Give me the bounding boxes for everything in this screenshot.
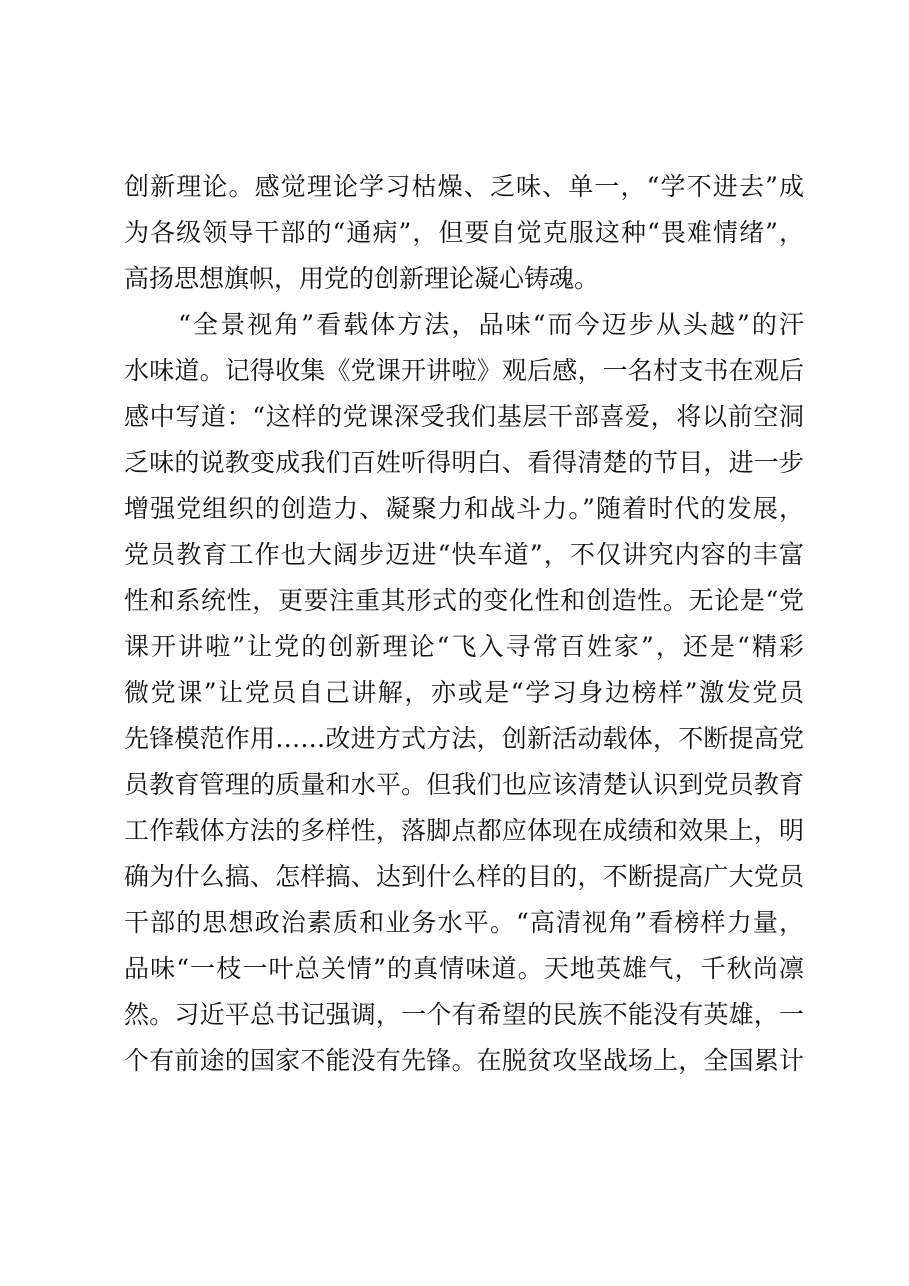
text-line: 课开讲啦”让党的创新理论“飞入寻常百姓家”，还是“精彩 [124,632,804,661]
text-line: 微党课”让党员自己讲解，亦或是“学习身边榜样”激发党员 [124,678,804,707]
text-line: 创新理论。感觉理论学习枯燥、乏味、单一，“学不进去”成 [124,172,804,201]
text-line: “全景视角”看载体方法，品味“而今迈步从头越”的汗 [124,310,804,339]
text-line: 工作载体方法的多样性，落脚点都应体现在成绩和效果上，明 [124,816,804,845]
text-line: 然。习近平总书记强调，一个有希望的民族不能没有英雄，一 [124,1000,804,1029]
text-line: 乏味的说教变成我们百姓听得明白、看得清楚的节目，进一步 [124,448,804,477]
text-line: 感中写道：“这样的党课深受我们基层干部喜爱，将以前空洞 [124,402,804,431]
text-line: 个有前途的国家不能没有先锋。在脱贫攻坚战场上，全国累计 [124,1046,804,1075]
text-line: 为各级领导干部的“通病”，但要自觉克服这种“畏难情绪”， [124,218,804,247]
text-line: 确为什么搞、怎样搞、达到什么样的目的，不断提高广大党员 [124,862,804,891]
text-line: 品味“一枝一叶总关情”的真情味道。天地英雄气，千秋尚凛 [124,954,804,983]
text-line: 水味道。记得收集《党课开讲啦》观后感，一名村支书在观后 [124,356,804,385]
text-line: 先锋模范作用……改进方式方法，创新活动载体，不断提高党 [124,724,804,753]
text-line: 性和系统性，更要注重其形式的变化性和创造性。无论是“党 [124,586,804,615]
text-line: 高扬思想旗帜，用党的创新理论凝心铸魂。 [124,264,600,293]
text-line: 员教育管理的质量和水平。但我们也应该清楚认识到党员教育 [124,770,804,799]
text-line: 党员教育工作也大阔步迈进“快车道”，不仅讲究内容的丰富 [124,540,804,569]
text-line: 干部的思想政治素质和业务水平。“高清视角”看榜样力量， [124,908,804,937]
text-line: 增强党组织的创造力、凝聚力和战斗力。”随着时代的发展， [124,494,804,523]
